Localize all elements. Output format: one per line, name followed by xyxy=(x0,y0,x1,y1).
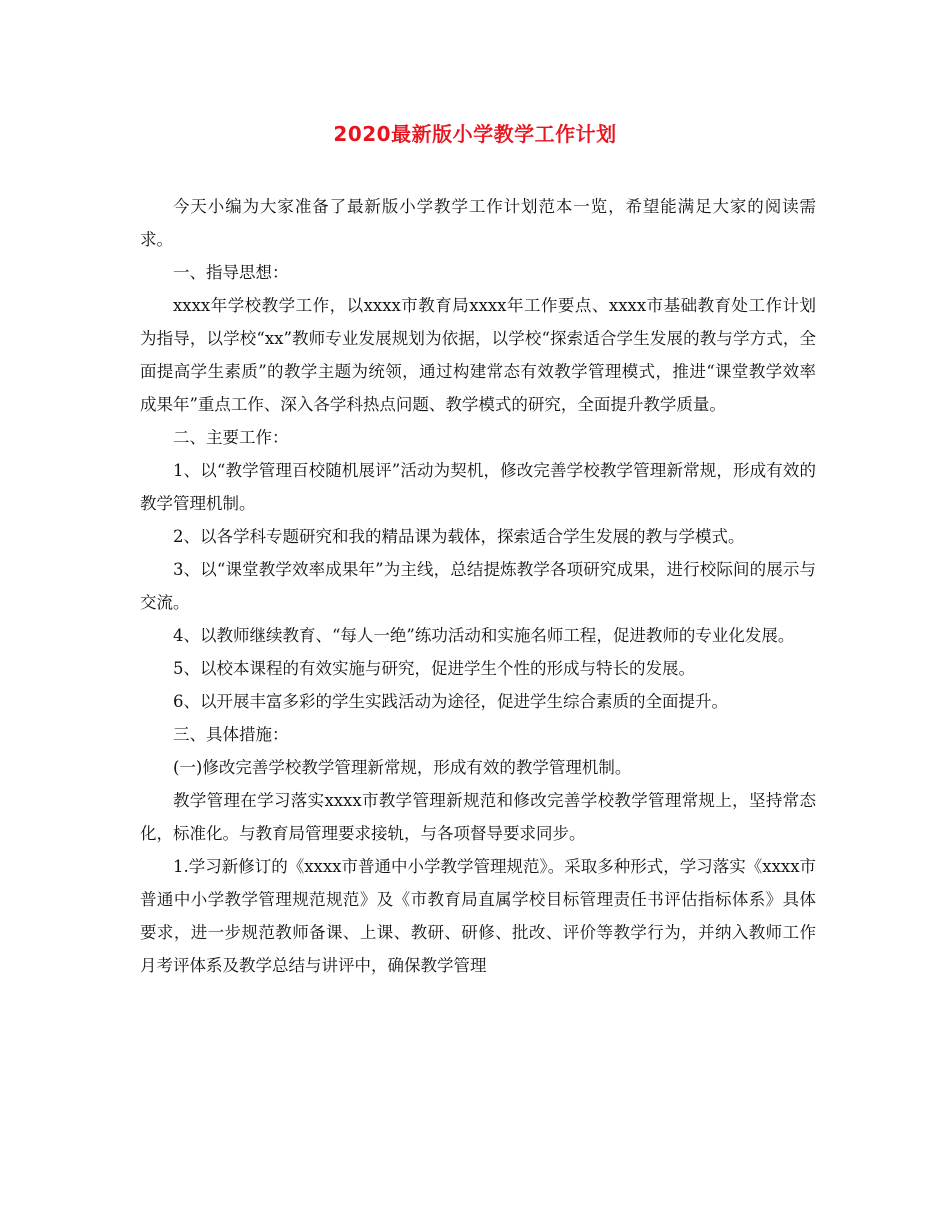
list-item-main-work-3: 3、以“课堂教学效率成果年”为主线，总结提炼教学各项研究成果，进行校际间的展示与交流。 xyxy=(140,560,816,612)
list-item-main-work-5: 5、以校本课程的有效实施与研究，促进学生个性的形成与特长的发展。 xyxy=(173,659,695,678)
list-item-main-work-1: 1、以“教学管理百校随机展评”活动为契机，修改完善学校教学管理新常规，形成有效的教学管理机制。 xyxy=(140,461,816,513)
heading-guiding-thought: 一、指导思想： xyxy=(173,263,289,282)
heading-main-work: 二、主要工作： xyxy=(173,428,289,447)
list-item-main-work-2: 2、以各学科专题研究和我的精品课为载体，探索适合学生发展的教与学模式。 xyxy=(173,527,745,546)
paragraph-study-new-norms: 1.学习新修订的《xxxx市普通中小学教学管理规范》。采取多种形式，学习落实《xxxx市普通中小学教学管理规范规范》及《市教育局直属学校目标管理责任书评估指标体系》具体要求，进一步规范教师备课、上课、教研、研修、批改、评价等教学行为，并纳入教师工作月考评体系及教学总结与讲评中，确保教学管理 xyxy=(140,857,816,975)
list-item-main-work-6: 6、以开展丰富多彩的学生实践活动为途径，促进学生综合素质的全面提升。 xyxy=(173,692,728,711)
document-body xyxy=(140,190,816,982)
document-title: 2020最新版小学教学工作计划 xyxy=(333,122,617,146)
heading-specific-measures: 三、具体措施： xyxy=(173,725,289,744)
subheading-measure-1: (一)修改完善学校教学管理新常规，形成有效的教学管理机制。 xyxy=(173,758,632,777)
paragraph-teaching-management: 教学管理在学习落实xxxx市教学管理新规范和修改完善学校教学管理常规上，坚持常态化，标准化。与教育局管理要求接轨，与各项督导要求同步。 xyxy=(140,791,816,843)
paragraph-guiding-thought: xxxx年学校教学工作，以xxxx市教育局xxxx年工作要点、xxxx市基础教育处工作计划为指导，以学校“xx”教师专业发展规划为依据，以学校“探索适合学生发展的教与学方式，全面提高学生素质”的教学主题为统领，通过构建常态有效教学管理模式，推进“课堂教学效率成果年”重点工作、深入各学科热点问题、教学模式的研究，全面提升教学质量。 xyxy=(140,296,816,414)
paragraph-intro: 今天小编为大家准备了最新版小学教学工作计划范本一览，希望能满足大家的阅读需求。 xyxy=(140,197,816,249)
list-item-main-work-4: 4、以教师继续教育、“每人一绝”练功活动和实施名师工程，促进教师的专业化发展。 xyxy=(173,626,795,645)
